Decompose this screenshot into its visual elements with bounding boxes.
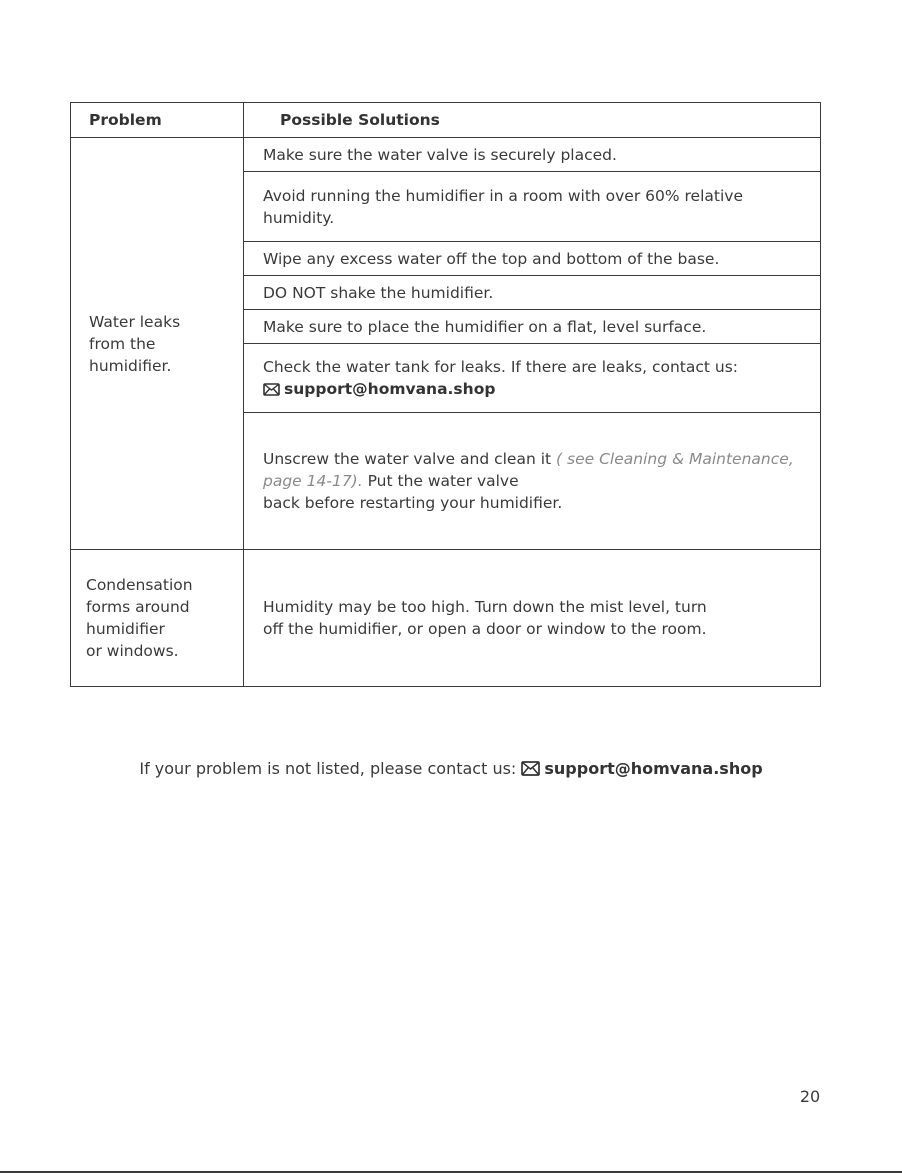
solution-cell: Avoid running the humidifier in a room with over 60% relative humidity. [244,172,821,242]
solution-cell [244,550,821,687]
solution-text: off the humidifier, or open a door or window to the room. [263,620,707,638]
solution-cell-clean-valve [244,413,821,550]
solution-text: Humidity may be too high. Turn down the mist level, turn [263,598,707,616]
solution-text: Unscrew the water valve and clean it [263,450,557,468]
problem-cell-condensation [71,550,244,687]
cleaning-page-reference: ( see Cleaning & Maintenance, page 14-17). [263,450,794,490]
email-line [263,378,800,400]
support-email-link[interactable]: support@homvana.shop [284,380,496,398]
solution-text: Put the water valve [362,472,519,490]
solution-cell: Wipe any excess water off the top and bottom of the base. [244,242,821,276]
solution-cell: Make sure the water valve is securely placed. [244,138,821,172]
footer-text: If your problem is not listed, please contact us: [139,759,522,778]
header-row [71,103,821,138]
envelope-icon [521,761,540,776]
solution-text: back before restarting your humidifier. [263,494,563,512]
footer-email-link[interactable]: support@homvana.shop [544,759,763,778]
footer-contact [0,758,902,780]
troubleshooting-table [70,102,821,687]
solution-cell: DO NOT shake the humidifier. [244,276,821,310]
solution-text: Check the water tank for leaks. If there are leaks, contact us: [263,358,739,376]
problem-line: forms around [86,598,190,616]
header-solutions: Possible Solutions [244,103,821,138]
problem-line: from the [89,334,156,353]
problem-line: humidifier. [89,356,172,375]
table-row [71,138,821,172]
page-number: 20 [799,1087,821,1106]
table-row [71,550,821,687]
problem-line: Water leaks [89,312,181,331]
problem-cell-water-leaks [71,138,244,550]
header-problem: Problem [71,103,244,138]
problem-line: humidifier [86,620,165,638]
problem-line: or windows. [86,642,179,660]
envelope-icon [263,383,280,396]
solution-cell-contact [244,344,821,413]
problem-line: Condensation [86,576,193,594]
solution-cell: Make sure to place the humidifier on a flat, level surface. [244,310,821,344]
